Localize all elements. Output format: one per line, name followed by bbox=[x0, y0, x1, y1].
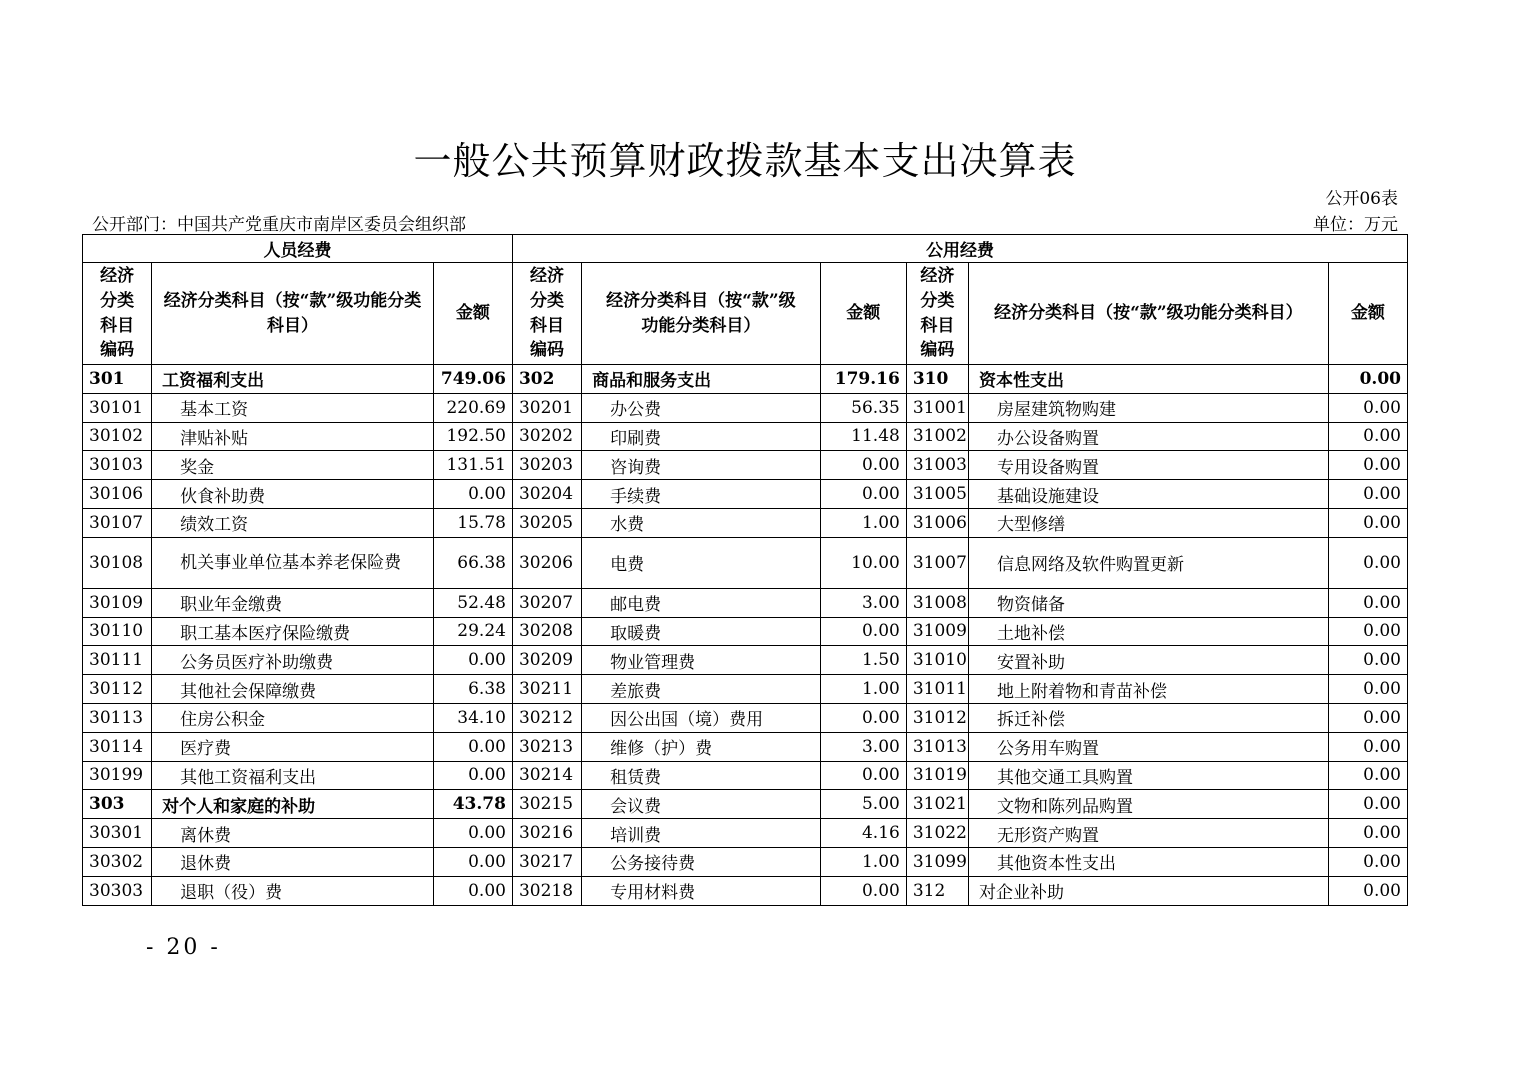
section-public: 公用经费 bbox=[512, 235, 1407, 263]
name-cell: 职工基本医疗保险缴费 bbox=[152, 617, 434, 646]
amount-cell: 0.00 bbox=[820, 703, 906, 732]
table-row bbox=[83, 675, 1408, 704]
code-cell: 30302 bbox=[83, 847, 152, 876]
name-cell: 对个人和家庭的补助 bbox=[152, 790, 434, 819]
name-cell: 咨询费 bbox=[582, 451, 821, 480]
page-title: 一般公共预算财政拨款基本支出决算表 bbox=[413, 139, 1077, 183]
table-row bbox=[83, 847, 1408, 876]
amount-cell: 0.00 bbox=[1328, 588, 1407, 617]
name-cell: 公务员医疗补助缴费 bbox=[152, 646, 434, 675]
code-cell: 31002 bbox=[906, 422, 968, 451]
code-cell: 302 bbox=[512, 365, 581, 394]
amount-cell: 0.00 bbox=[1328, 790, 1407, 819]
section-header-row bbox=[83, 235, 1408, 263]
department-label: 公开部门：中国共产党重庆市南岸区委员会组织部 bbox=[92, 215, 466, 235]
amount-cell: 131.51 bbox=[433, 451, 512, 480]
code-cell: 31007 bbox=[906, 537, 968, 588]
code-cell: 30110 bbox=[83, 617, 152, 646]
name-cell: 公务接待费 bbox=[582, 847, 821, 876]
table-row bbox=[83, 617, 1408, 646]
name-cell: 印刷费 bbox=[582, 422, 821, 451]
amount-cell: 4.16 bbox=[820, 819, 906, 848]
code-cell: 30203 bbox=[512, 451, 581, 480]
name-cell: 津贴补贴 bbox=[152, 422, 434, 451]
code-cell: 30107 bbox=[83, 508, 152, 537]
name-cell: 住房公积金 bbox=[152, 703, 434, 732]
code-cell: 30114 bbox=[83, 732, 152, 761]
code-cell: 30204 bbox=[512, 480, 581, 509]
amount-cell: 0.00 bbox=[1328, 537, 1407, 588]
name-cell: 培训费 bbox=[582, 819, 821, 848]
code-cell: 30202 bbox=[512, 422, 581, 451]
amount-cell: 0.00 bbox=[1328, 675, 1407, 704]
amount-cell: 0.00 bbox=[1328, 761, 1407, 790]
amount-cell: 0.00 bbox=[1328, 703, 1407, 732]
name-cell: 专用设备购置 bbox=[968, 451, 1328, 480]
amount-cell: 3.00 bbox=[820, 588, 906, 617]
name-cell: 安置补助 bbox=[968, 646, 1328, 675]
name-cell: 大型修缮 bbox=[968, 508, 1328, 537]
code-cell: 30205 bbox=[512, 508, 581, 537]
amount-cell: 0.00 bbox=[433, 876, 512, 905]
code-cell: 30108 bbox=[83, 537, 152, 588]
table-row bbox=[83, 732, 1408, 761]
name-cell: 无形资产购置 bbox=[968, 819, 1328, 848]
table-row bbox=[83, 537, 1408, 588]
code-cell: 31001 bbox=[906, 393, 968, 422]
code-cell: 30211 bbox=[512, 675, 581, 704]
code-cell: 30209 bbox=[512, 646, 581, 675]
amount-cell: 34.10 bbox=[433, 703, 512, 732]
code-cell: 31009 bbox=[906, 617, 968, 646]
name-cell: 工资福利支出 bbox=[152, 365, 434, 394]
code-cell: 30216 bbox=[512, 819, 581, 848]
amount-cell: 56.35 bbox=[820, 393, 906, 422]
code-cell: 30113 bbox=[83, 703, 152, 732]
code-cell: 30112 bbox=[83, 675, 152, 704]
name-cell: 拆迁补偿 bbox=[968, 703, 1328, 732]
name-cell: 租赁费 bbox=[582, 761, 821, 790]
name-cell: 手续费 bbox=[582, 480, 821, 509]
code-cell: 31003 bbox=[906, 451, 968, 480]
name-cell: 土地补偿 bbox=[968, 617, 1328, 646]
code-cell: 30206 bbox=[512, 537, 581, 588]
name-cell: 其他社会保障缴费 bbox=[152, 675, 434, 704]
amount-cell: 0.00 bbox=[1328, 876, 1407, 905]
amount-cell: 66.38 bbox=[433, 537, 512, 588]
amount-cell: 0.00 bbox=[1328, 393, 1407, 422]
code-cell: 30208 bbox=[512, 617, 581, 646]
code-cell: 30101 bbox=[83, 393, 152, 422]
name-cell: 因公出国（境）费用 bbox=[582, 703, 821, 732]
code-cell: 31006 bbox=[906, 508, 968, 537]
amount-cell: 0.00 bbox=[1328, 646, 1407, 675]
unit-label: 单位：万元 bbox=[1313, 215, 1398, 235]
code-cell: 30207 bbox=[512, 588, 581, 617]
code-cell: 30199 bbox=[83, 761, 152, 790]
name-cell: 离休费 bbox=[152, 819, 434, 848]
code-cell: 31099 bbox=[906, 847, 968, 876]
amount-cell: 192.50 bbox=[433, 422, 512, 451]
amount-cell: 0.00 bbox=[1328, 847, 1407, 876]
table-row bbox=[83, 588, 1408, 617]
header-code-public: 经济分类科目编码 bbox=[512, 263, 581, 365]
table-row bbox=[83, 819, 1408, 848]
name-cell: 办公费 bbox=[582, 393, 821, 422]
amount-cell: 11.48 bbox=[820, 422, 906, 451]
amount-cell: 0.00 bbox=[820, 761, 906, 790]
amount-cell: 0.00 bbox=[1328, 422, 1407, 451]
table-row bbox=[83, 790, 1408, 819]
amount-cell: 0.00 bbox=[1328, 451, 1407, 480]
name-cell: 职业年金缴费 bbox=[152, 588, 434, 617]
amount-cell: 10.00 bbox=[820, 537, 906, 588]
header-code-personnel: 经济分类科目编码 bbox=[83, 263, 152, 365]
code-cell: 303 bbox=[83, 790, 152, 819]
amount-cell: 0.00 bbox=[820, 617, 906, 646]
header-amount-public: 金额 bbox=[820, 263, 906, 365]
name-cell: 电费 bbox=[582, 537, 821, 588]
table-row bbox=[83, 393, 1408, 422]
amount-cell: 0.00 bbox=[1328, 365, 1407, 394]
column-header-row bbox=[83, 263, 1408, 365]
code-cell: 30301 bbox=[83, 819, 152, 848]
code-cell: 31012 bbox=[906, 703, 968, 732]
name-cell: 其他交通工具购置 bbox=[968, 761, 1328, 790]
amount-cell: 1.00 bbox=[820, 847, 906, 876]
table-row bbox=[83, 761, 1408, 790]
code-cell: 30303 bbox=[83, 876, 152, 905]
amount-cell: 0.00 bbox=[820, 876, 906, 905]
amount-cell: 5.00 bbox=[820, 790, 906, 819]
code-cell: 31010 bbox=[906, 646, 968, 675]
amount-cell: 179.16 bbox=[820, 365, 906, 394]
code-cell: 31021 bbox=[906, 790, 968, 819]
name-cell: 维修（护）费 bbox=[582, 732, 821, 761]
code-cell: 31013 bbox=[906, 732, 968, 761]
code-cell: 312 bbox=[906, 876, 968, 905]
code-cell: 30102 bbox=[83, 422, 152, 451]
amount-cell: 0.00 bbox=[433, 480, 512, 509]
table-row bbox=[83, 422, 1408, 451]
code-cell: 30218 bbox=[512, 876, 581, 905]
amount-cell: 0.00 bbox=[1328, 508, 1407, 537]
code-cell: 31011 bbox=[906, 675, 968, 704]
page-number: - 20 - bbox=[146, 935, 221, 960]
name-cell: 公务用车购置 bbox=[968, 732, 1328, 761]
name-cell: 信息网络及软件购置更新 bbox=[968, 537, 1328, 588]
name-cell: 文物和陈列品购置 bbox=[968, 790, 1328, 819]
name-cell: 差旅费 bbox=[582, 675, 821, 704]
header-code-capital: 经济分类科目编码 bbox=[906, 263, 968, 365]
code-cell: 30111 bbox=[83, 646, 152, 675]
section-personnel: 人员经费 bbox=[83, 235, 513, 263]
amount-cell: 0.00 bbox=[433, 819, 512, 848]
amount-cell: 0.00 bbox=[1328, 819, 1407, 848]
amount-cell: 1.50 bbox=[820, 646, 906, 675]
amount-cell: 52.48 bbox=[433, 588, 512, 617]
amount-cell: 0.00 bbox=[433, 646, 512, 675]
code-cell: 31019 bbox=[906, 761, 968, 790]
budget-table bbox=[82, 234, 1408, 906]
name-cell: 退职（役）费 bbox=[152, 876, 434, 905]
name-cell: 办公设备购置 bbox=[968, 422, 1328, 451]
name-cell: 伙食补助费 bbox=[152, 480, 434, 509]
amount-cell: 0.00 bbox=[433, 847, 512, 876]
amount-cell: 1.00 bbox=[820, 508, 906, 537]
name-cell: 资本性支出 bbox=[968, 365, 1328, 394]
name-cell: 专用材料费 bbox=[582, 876, 821, 905]
code-cell: 301 bbox=[83, 365, 152, 394]
code-cell: 30201 bbox=[512, 393, 581, 422]
amount-cell: 0.00 bbox=[1328, 480, 1407, 509]
amount-cell: 0.00 bbox=[820, 451, 906, 480]
amount-cell: 749.06 bbox=[433, 365, 512, 394]
amount-cell: 0.00 bbox=[1328, 617, 1407, 646]
table-row bbox=[83, 365, 1408, 394]
table-row bbox=[83, 703, 1408, 732]
name-cell: 取暖费 bbox=[582, 617, 821, 646]
code-cell: 310 bbox=[906, 365, 968, 394]
amount-cell: 15.78 bbox=[433, 508, 512, 537]
amount-cell: 0.00 bbox=[820, 480, 906, 509]
code-cell: 30217 bbox=[512, 847, 581, 876]
amount-cell: 6.38 bbox=[433, 675, 512, 704]
code-cell: 31022 bbox=[906, 819, 968, 848]
name-cell: 基础设施建设 bbox=[968, 480, 1328, 509]
name-cell: 对企业补助 bbox=[968, 876, 1328, 905]
table-row bbox=[83, 508, 1408, 537]
code-cell: 31008 bbox=[906, 588, 968, 617]
code-cell: 30215 bbox=[512, 790, 581, 819]
code-cell: 30212 bbox=[512, 703, 581, 732]
name-cell: 会议费 bbox=[582, 790, 821, 819]
code-cell: 30106 bbox=[83, 480, 152, 509]
name-cell: 医疗费 bbox=[152, 732, 434, 761]
amount-cell: 43.78 bbox=[433, 790, 512, 819]
header-amount-personnel: 金额 bbox=[433, 263, 512, 365]
name-cell: 物业管理费 bbox=[582, 646, 821, 675]
amount-cell: 0.00 bbox=[433, 761, 512, 790]
amount-cell: 220.69 bbox=[433, 393, 512, 422]
table-row bbox=[83, 876, 1408, 905]
amount-cell: 3.00 bbox=[820, 732, 906, 761]
name-cell: 商品和服务支出 bbox=[582, 365, 821, 394]
header-amount-capital: 金额 bbox=[1328, 263, 1407, 365]
name-cell: 绩效工资 bbox=[152, 508, 434, 537]
name-cell: 基本工资 bbox=[152, 393, 434, 422]
header-name-personnel: 经济分类科目（按“款”级功能分类科目） bbox=[152, 263, 434, 365]
code-cell: 30213 bbox=[512, 732, 581, 761]
name-cell: 物资储备 bbox=[968, 588, 1328, 617]
name-cell: 房屋建筑物购建 bbox=[968, 393, 1328, 422]
amount-cell: 0.00 bbox=[1328, 732, 1407, 761]
amount-cell: 1.00 bbox=[820, 675, 906, 704]
name-cell: 邮电费 bbox=[582, 588, 821, 617]
code-cell: 30109 bbox=[83, 588, 152, 617]
amount-cell: 0.00 bbox=[433, 732, 512, 761]
amount-cell: 29.24 bbox=[433, 617, 512, 646]
code-cell: 31005 bbox=[906, 480, 968, 509]
header-name-public: 经济分类科目（按“款”级功能分类科目） bbox=[582, 263, 821, 365]
table-row bbox=[83, 451, 1408, 480]
table-number: 公开06表 bbox=[1325, 189, 1398, 209]
name-cell: 奖金 bbox=[152, 451, 434, 480]
code-cell: 30103 bbox=[83, 451, 152, 480]
table-row bbox=[83, 646, 1408, 675]
name-cell: 机关事业单位基本养老保险费 bbox=[152, 537, 434, 588]
header-name-capital: 经济分类科目（按“款”级功能分类科目） bbox=[968, 263, 1328, 365]
name-cell: 退休费 bbox=[152, 847, 434, 876]
code-cell: 30214 bbox=[512, 761, 581, 790]
table-row bbox=[83, 480, 1408, 509]
name-cell: 水费 bbox=[582, 508, 821, 537]
name-cell: 其他工资福利支出 bbox=[152, 761, 434, 790]
name-cell: 其他资本性支出 bbox=[968, 847, 1328, 876]
name-cell: 地上附着物和青苗补偿 bbox=[968, 675, 1328, 704]
